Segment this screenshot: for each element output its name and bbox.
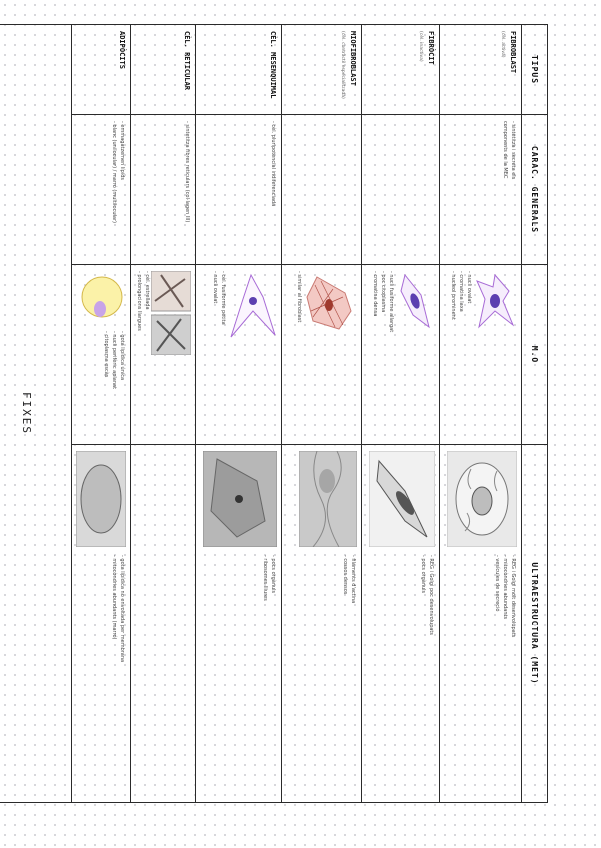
- note-line: - similar al fibroblast: [296, 271, 302, 323]
- header-carac: CARAC. GENERALS: [522, 115, 548, 265]
- cell-type-name: FIBROBLAST: [509, 31, 517, 74]
- note-line: - nucli ovalat: [466, 271, 472, 304]
- mo-cell: [196, 265, 282, 445]
- note-line: - vesícules de secreció: [494, 555, 500, 612]
- ultra-cell: [282, 445, 362, 803]
- cell-type: [131, 25, 196, 115]
- mo-cell: [72, 265, 131, 445]
- mo-cell: [440, 265, 522, 445]
- cell-type-name: CÈL. MESENQUIMAL: [269, 31, 277, 99]
- ultra-cell: [131, 445, 196, 803]
- note-line: - pocs orgànuls: [420, 555, 426, 594]
- adipocyte-ultrastructure-image: [76, 451, 126, 547]
- mo-cell: [362, 265, 440, 445]
- mesenchymal-ultrastructure-image: [203, 451, 277, 547]
- cell-type: [196, 25, 282, 115]
- note-line: - filaments d'actina: [350, 555, 356, 604]
- ultra-cell: [440, 445, 522, 803]
- note-line: - pocs orgànuls: [270, 555, 276, 594]
- note-line: components de la MEC: [502, 121, 508, 179]
- carac-cell: [131, 115, 196, 265]
- note-line: - gota lipídica única: [119, 331, 125, 381]
- note-line: - poc citoplasma: [380, 271, 386, 313]
- note-line: - nucleol prominent: [450, 271, 456, 320]
- reticular-cell-photo: [151, 271, 191, 355]
- note-line: - sintetitza i secreta els: [510, 121, 516, 180]
- cell-type: [282, 25, 362, 115]
- cell-type-sub: (cèl. contràctil especialitzada): [340, 31, 345, 99]
- note-line: - cossos densos: [342, 555, 348, 595]
- note-line: - mitocòndries abundants: [502, 555, 508, 620]
- cell-type-sub: (cèl. activa): [500, 31, 505, 58]
- connective-cells-table: [0, 24, 548, 803]
- note-line: - REG i Golgi poc desenvolupats: [428, 555, 434, 635]
- note-line: - blanc (unilocular) / marró (multilocular): [111, 121, 117, 223]
- note-line: - ribosomes lliures: [262, 555, 268, 601]
- adipocyte-drawing-icon: [78, 271, 126, 327]
- group-fixes: FIXES: [0, 25, 72, 803]
- fibrocyte-drawing-icon: [395, 271, 435, 331]
- cell-type: [440, 25, 522, 115]
- cell-type-name: ADIPÒCITS: [118, 31, 126, 69]
- cell-type-name: MIOFIBROBLAST: [349, 31, 357, 86]
- note-line: - cèl. fusiforme petita: [220, 271, 226, 325]
- carac-cell: [440, 115, 522, 265]
- mo-cell: [131, 265, 196, 445]
- note-line: - prolongacions llargues: [136, 271, 142, 331]
- carac-cell: [72, 115, 131, 265]
- note-line: - nucli perifèric aplanat: [111, 331, 117, 390]
- myofibroblast-ultrastructure-image: [299, 451, 357, 547]
- carac-cell: [282, 115, 362, 265]
- cell-type-sub: (cèl. inactiva): [418, 31, 423, 62]
- note-line: - REG i Golgi molt desenvolupats: [510, 555, 516, 638]
- note-line: - gota lipídica no envoltada per membrana: [119, 555, 125, 663]
- cell-type-name: FIBRÒCIT: [427, 31, 435, 65]
- note-line: - cèl. estrellada: [144, 271, 150, 310]
- carac-cell: [196, 115, 282, 265]
- note-line: - cromatina densa: [372, 271, 378, 317]
- mo-cell: [282, 265, 362, 445]
- note-line: - cèl. pluripotencial indiferenciada: [270, 121, 276, 207]
- note-line: - emmagatzemen lípids: [119, 121, 125, 180]
- note-line: - citoplasma escàs: [103, 331, 109, 378]
- note-line: - mitocòndries abundants (marró): [111, 555, 117, 640]
- note-line: - nucli ovalat: [212, 271, 218, 304]
- ultra-cell: [362, 445, 440, 803]
- header-tipus: TIPUS: [522, 25, 548, 115]
- fibrocyte-ultrastructure-image: [369, 451, 435, 547]
- myofibroblast-drawing-icon: [303, 271, 357, 335]
- cell-type: [72, 25, 131, 115]
- fibroblast-drawing-icon: [473, 271, 517, 331]
- header-mo: M.O: [522, 265, 548, 445]
- note-line: - nucli fusiforme allargat: [388, 271, 394, 333]
- fibroblast-ultrastructure-image: [447, 451, 517, 547]
- header-ultra: ULTRAESTRUCTURA (MET): [522, 445, 548, 803]
- note-line: - sintetitza fibres reticulars (col·lagen III): [184, 121, 190, 223]
- cell-type: [362, 25, 440, 115]
- cell-type-name: CÈL. RETICULAR: [183, 31, 191, 91]
- mesenchymal-cell-drawing-icon: [227, 271, 277, 341]
- note-line: - cromatina laxa: [458, 271, 464, 312]
- rotated-table: [20, 24, 548, 802]
- ultra-cell: [196, 445, 282, 803]
- ultra-cell: [72, 445, 131, 803]
- carac-cell: [362, 115, 440, 265]
